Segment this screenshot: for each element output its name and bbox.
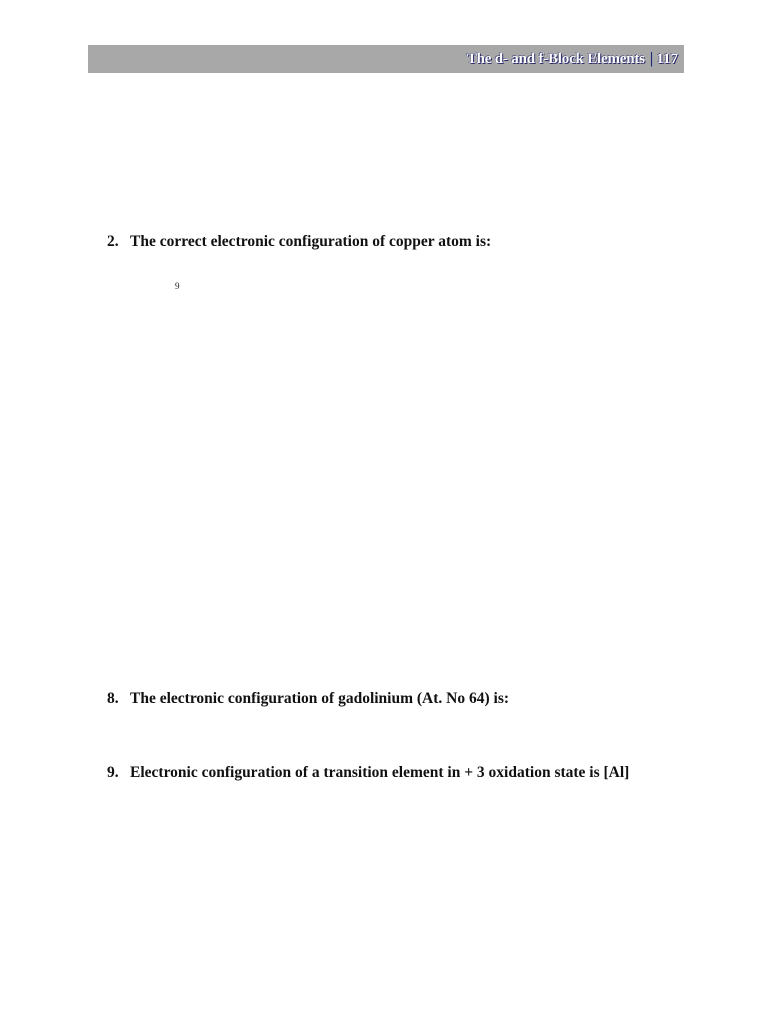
header-separator: | — [649, 50, 654, 67]
superscript-fragment: 9 — [175, 281, 180, 291]
question-number: 8. — [107, 690, 119, 707]
question-text: Electronic configuration of a transition element in + 3 oxidation state is [Al] — [130, 764, 630, 781]
question-text: The correct electronic configuration of copper atom is: — [130, 233, 492, 250]
question-number: 2. — [107, 233, 119, 250]
running-header — [88, 45, 684, 73]
question-8 — [107, 690, 509, 708]
chapter-title: The d- and f-Block Elements — [466, 50, 645, 67]
page-number: 117 — [656, 50, 678, 67]
question-9 — [107, 764, 629, 782]
question-number: 9. — [107, 764, 119, 781]
question-text: The electronic configuration of gadolinium (At. No 64) is: — [130, 690, 510, 707]
question-2 — [107, 233, 491, 251]
